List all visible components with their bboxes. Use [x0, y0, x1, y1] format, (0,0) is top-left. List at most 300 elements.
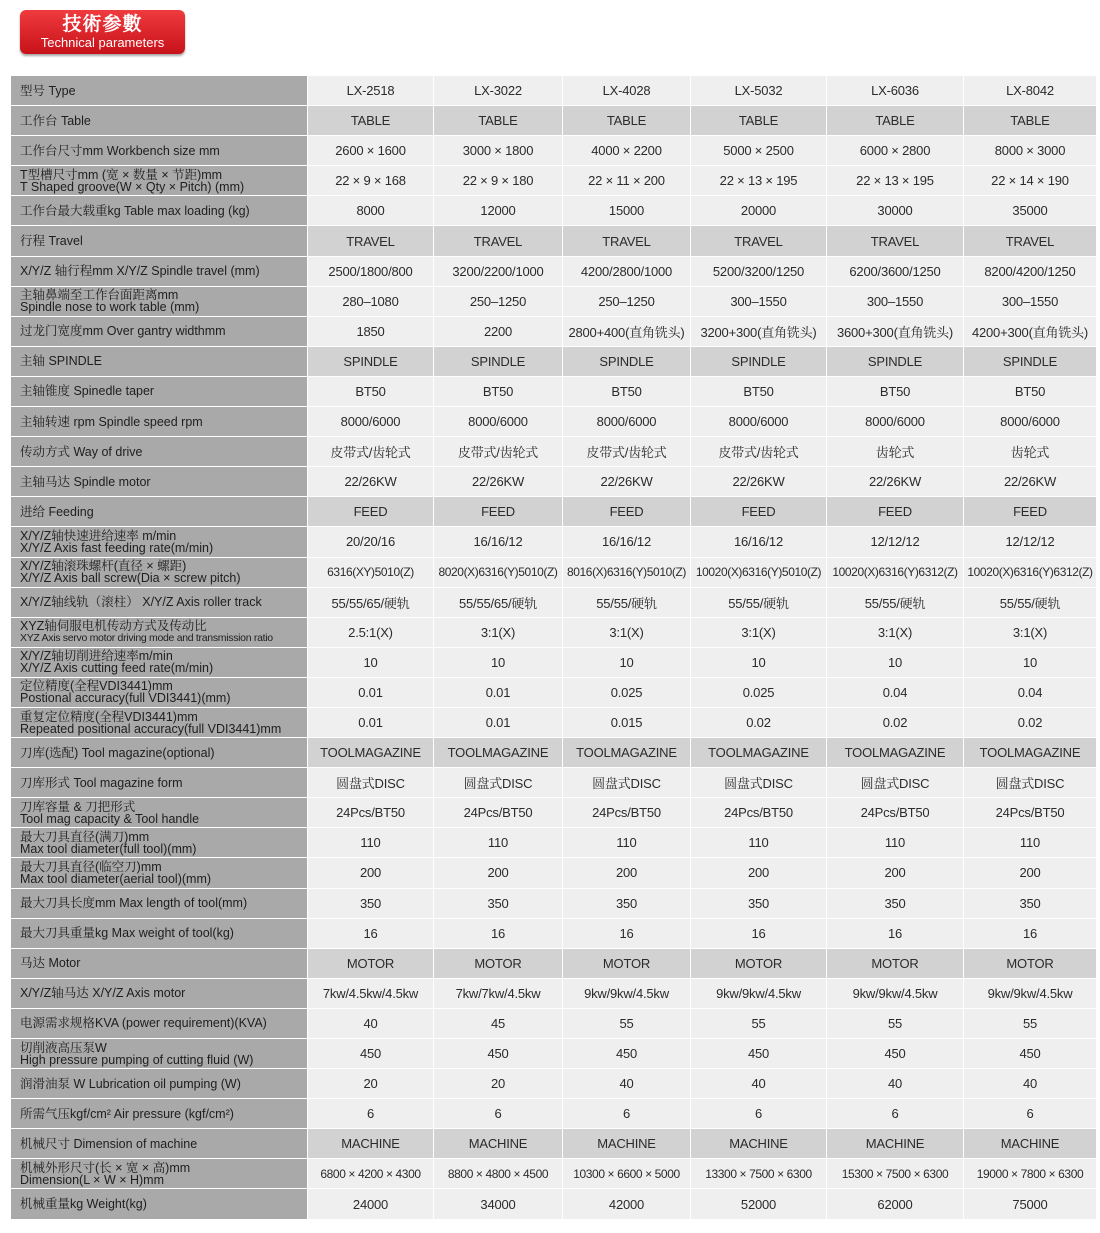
- table-row: [11, 678, 1097, 708]
- row-label: [11, 858, 308, 888]
- table-cell: TOOLMAGAZINE: [308, 738, 434, 768]
- table-cell: 24Pcs/BT50: [434, 798, 563, 828]
- row-label: [11, 287, 308, 317]
- table-cell: 110: [563, 828, 691, 858]
- table-cell: TRAVEL: [964, 226, 1097, 256]
- table-cell: 22 × 9 × 180: [434, 166, 563, 196]
- table-cell: SPINDLE: [964, 347, 1097, 377]
- table-cell: 圆盘式DISC: [964, 768, 1097, 798]
- section-row: [11, 226, 1097, 256]
- table-cell: 6316(XY)5010(Z): [308, 558, 434, 588]
- row-label: [11, 1009, 308, 1039]
- table-cell: 20: [308, 1069, 434, 1099]
- row-label: [11, 979, 308, 1009]
- table-row: [11, 798, 1097, 828]
- table-cell: 16/16/12: [563, 527, 691, 557]
- row-label-primary: 刀库容量 & 刀把形式: [20, 799, 136, 814]
- table-cell: MACHINE: [827, 1129, 964, 1159]
- table-cell: 皮带式/齿轮式: [308, 437, 434, 467]
- table-row: [11, 618, 1097, 648]
- table-cell: 10020(X)6316(Y)6312(Z): [827, 558, 964, 588]
- row-label: [11, 136, 308, 166]
- table-cell: 3200/2200/1000: [434, 257, 563, 287]
- table-cell: 0.01: [308, 708, 434, 738]
- table-cell: 8000: [308, 196, 434, 226]
- row-label: [11, 738, 308, 768]
- table-cell: 350: [691, 889, 827, 919]
- table-cell: MOTOR: [308, 949, 434, 979]
- table-cell: 110: [434, 828, 563, 858]
- section-row: [11, 347, 1097, 377]
- table-cell: 0.025: [563, 678, 691, 708]
- table-cell: 8000/6000: [563, 407, 691, 437]
- row-label-secondary: Max tool diameter(full tool)(mm): [20, 841, 197, 856]
- table-cell: 6: [964, 1099, 1097, 1129]
- table-cell: 6000 × 2800: [827, 136, 964, 166]
- table-cell: 0.015: [563, 708, 691, 738]
- row-label: [11, 828, 308, 858]
- table-row: [11, 1009, 1097, 1039]
- table-cell: MACHINE: [308, 1129, 434, 1159]
- table-cell: 55: [827, 1009, 964, 1039]
- table-cell: 250–1250: [434, 287, 563, 317]
- row-label: [11, 558, 308, 588]
- table-cell: 200: [308, 858, 434, 888]
- section-row: [11, 1129, 1097, 1159]
- table-cell: 4000 × 2200: [563, 136, 691, 166]
- row-label-primary: X/Y/Z轴滚珠螺杆(直径 × 螺距): [20, 559, 187, 574]
- row-label: [11, 76, 308, 106]
- technical-parameters-table: [11, 76, 1097, 1220]
- table-cell: 24Pcs/BT50: [691, 798, 827, 828]
- row-label-primary: 最大刀具直径(满刀)mm: [20, 829, 150, 844]
- table-cell: 200: [827, 858, 964, 888]
- row-label-primary: X/Y/Z轴切削进给速率m/min: [20, 649, 173, 664]
- table-cell: 450: [691, 1039, 827, 1069]
- table-cell: 450: [434, 1039, 563, 1069]
- row-label-primary: 型号 Type: [20, 83, 76, 98]
- row-label-primary: 进给 Feeding: [20, 504, 94, 519]
- row-label-primary: 机械外形尺寸(长 × 宽 × 高)mm: [20, 1160, 191, 1175]
- table-cell: TABLE: [563, 106, 691, 136]
- table-cell: 22 × 14 × 190: [964, 166, 1097, 196]
- table-cell: 2600 × 1600: [308, 136, 434, 166]
- table-cell: 55: [563, 1009, 691, 1039]
- table-cell: 55: [964, 1009, 1097, 1039]
- table-cell: 3000 × 1800: [434, 136, 563, 166]
- row-label: [11, 527, 308, 557]
- table-cell: 55: [691, 1009, 827, 1039]
- table-cell: FEED: [434, 497, 563, 527]
- row-label: [11, 257, 308, 287]
- table-cell: LX-8042: [964, 76, 1097, 106]
- table-cell: BT50: [827, 377, 964, 407]
- row-label: [11, 949, 308, 979]
- table-cell: 24000: [308, 1189, 434, 1219]
- table-cell: 16/16/12: [691, 527, 827, 557]
- table-cell: 42000: [563, 1189, 691, 1219]
- table-cell: 8000/6000: [691, 407, 827, 437]
- table-cell: TABLE: [964, 106, 1097, 136]
- table-row: [11, 828, 1097, 858]
- table-cell: 24Pcs/BT50: [964, 798, 1097, 828]
- table-cell: 齿轮式: [964, 437, 1097, 467]
- table-row: [11, 76, 1097, 106]
- table-cell: 9kw/9kw/4.5kw: [964, 979, 1097, 1009]
- table-cell: 110: [827, 828, 964, 858]
- row-label-primary: 电源需求规格KVA (power requirement)(KVA): [20, 1016, 267, 1031]
- table-cell: 55/55/硬轨: [691, 588, 827, 618]
- row-label: [11, 347, 308, 377]
- row-label: [11, 588, 308, 618]
- table-cell: 200: [691, 858, 827, 888]
- table-cell: BT50: [691, 377, 827, 407]
- table-cell: 250–1250: [563, 287, 691, 317]
- table-row: [11, 527, 1097, 557]
- table-cell: 55/55/硬轨: [964, 588, 1097, 618]
- table-cell: 200: [563, 858, 691, 888]
- table-cell: 3:1(X): [827, 618, 964, 648]
- table-row: [11, 317, 1097, 347]
- row-label-primary: 最大刀具重量kg Max weight of tool(kg): [20, 926, 234, 941]
- table-row: [11, 257, 1097, 287]
- table-cell: 圆盘式DISC: [691, 768, 827, 798]
- table-cell: 0.02: [691, 708, 827, 738]
- table-cell: FEED: [563, 497, 691, 527]
- table-cell: MACHINE: [691, 1129, 827, 1159]
- table-cell: 8000/6000: [827, 407, 964, 437]
- table-row: [11, 648, 1097, 678]
- row-label-primary: X/Y/Z轴线轨（滚柱） X/Y/Z Axis roller track: [20, 595, 262, 610]
- table-row: [11, 1069, 1097, 1099]
- table-cell: 1850: [308, 317, 434, 347]
- table-cell: LX-2518: [308, 76, 434, 106]
- table-cell: 16: [434, 919, 563, 949]
- table-cell: 300–1550: [827, 287, 964, 317]
- table-cell: 12/12/12: [964, 527, 1097, 557]
- section-row: [11, 106, 1097, 136]
- table-cell: MOTOR: [691, 949, 827, 979]
- table-cell: TABLE: [691, 106, 827, 136]
- table-cell: 圆盘式DISC: [563, 768, 691, 798]
- table-cell: MOTOR: [964, 949, 1097, 979]
- table-cell: 20: [434, 1069, 563, 1099]
- row-label-secondary: Tool mag capacity & Tool handle: [20, 811, 200, 826]
- row-label: [11, 919, 308, 949]
- table-cell: MOTOR: [434, 949, 563, 979]
- table-cell: 300–1550: [964, 287, 1097, 317]
- table-cell: 16: [691, 919, 827, 949]
- row-label-primary: 过龙门宽度mm Over gantry widthmm: [20, 324, 226, 339]
- table-cell: 6: [434, 1099, 563, 1129]
- table-cell: 0.01: [434, 708, 563, 738]
- table-cell: 4200+300(直角铣头): [964, 317, 1097, 347]
- table-cell: 22/26KW: [434, 467, 563, 497]
- row-label-primary: 传动方式 Way of drive: [20, 444, 143, 459]
- table-cell: 35000: [964, 196, 1097, 226]
- table-cell: 55/55/65/硬轨: [434, 588, 563, 618]
- table-cell: SPINDLE: [827, 347, 964, 377]
- row-label-primary: 主轴马达 Spindle motor: [20, 474, 151, 489]
- table-cell: BT50: [308, 377, 434, 407]
- table-row: [11, 437, 1097, 467]
- row-label-primary: X/Y/Z轴快速进给速率 m/min: [20, 528, 177, 543]
- table-cell: FEED: [691, 497, 827, 527]
- table-cell: 16: [827, 919, 964, 949]
- table-cell: 12/12/12: [827, 527, 964, 557]
- row-label-secondary: Max tool diameter(aerial tool)(mm): [20, 871, 212, 886]
- table-cell: 40: [691, 1069, 827, 1099]
- table-cell: TRAVEL: [308, 226, 434, 256]
- table-cell: TOOLMAGAZINE: [563, 738, 691, 768]
- table-cell: 0.02: [827, 708, 964, 738]
- table-cell: 9kw/9kw/4.5kw: [691, 979, 827, 1009]
- table-row: [11, 558, 1097, 588]
- table-cell: 8016(X)6316(Y)5010(Z): [563, 558, 691, 588]
- row-label: [11, 196, 308, 226]
- row-label: [11, 798, 308, 828]
- row-label-primary: 工作台 Table: [20, 113, 91, 128]
- row-label-primary: 工作台最大载重kg Table max loading (kg): [20, 203, 250, 218]
- table-cell: 22 × 9 × 168: [308, 166, 434, 196]
- table-cell: 16/16/12: [434, 527, 563, 557]
- row-label-secondary: Postional accuracy(full VDI3441)(mm): [20, 691, 231, 706]
- table-cell: 10: [563, 648, 691, 678]
- table-cell: BT50: [434, 377, 563, 407]
- section-title-badge: [20, 10, 185, 54]
- table-cell: 6: [827, 1099, 964, 1129]
- row-label-primary: 重复定位精度(全程VDI3441)mm: [20, 709, 198, 724]
- row-label-primary: 最大刀具直径(临空刀)mm: [20, 859, 162, 874]
- row-label-primary: 主轴 SPINDLE: [20, 354, 102, 369]
- row-label: [11, 106, 308, 136]
- table-cell: MACHINE: [563, 1129, 691, 1159]
- table-cell: 3:1(X): [563, 618, 691, 648]
- table-cell: 6: [691, 1099, 827, 1129]
- table-cell: 9kw/9kw/4.5kw: [827, 979, 964, 1009]
- table-cell: 6200/3600/1250: [827, 257, 964, 287]
- row-label-primary: X/Y/Z轴马达 X/Y/Z Axis motor: [20, 986, 186, 1001]
- table-cell: 3200+300(直角铣头): [691, 317, 827, 347]
- table-cell: TOOLMAGAZINE: [434, 738, 563, 768]
- table-cell: 6: [308, 1099, 434, 1129]
- section-row: [11, 949, 1097, 979]
- table-cell: 16: [308, 919, 434, 949]
- row-label-primary: 马达 Motor: [20, 956, 81, 971]
- table-cell: 皮带式/齿轮式: [691, 437, 827, 467]
- row-label: [11, 317, 308, 347]
- table-cell: 200: [964, 858, 1097, 888]
- table-cell: 10: [964, 648, 1097, 678]
- table-cell: 8000 × 3000: [964, 136, 1097, 166]
- table-cell: 12000: [434, 196, 563, 226]
- table-cell: LX-4028: [563, 76, 691, 106]
- table-cell: LX-3022: [434, 76, 563, 106]
- table-cell: 8800 × 4800 × 4500: [434, 1159, 563, 1189]
- table-cell: 15000: [563, 196, 691, 226]
- table-cell: 0.01: [434, 678, 563, 708]
- row-label-primary: 切削液高压泵W: [20, 1040, 107, 1055]
- table-row: [11, 467, 1097, 497]
- table-cell: 450: [827, 1039, 964, 1069]
- table-row: [11, 588, 1097, 618]
- table-cell: 10: [434, 648, 563, 678]
- table-cell: 3600+300(直角铣头): [827, 317, 964, 347]
- table-cell: TOOLMAGAZINE: [964, 738, 1097, 768]
- table-cell: LX-5032: [691, 76, 827, 106]
- table-cell: TRAVEL: [691, 226, 827, 256]
- table-cell: 55/55/硬轨: [563, 588, 691, 618]
- table-cell: MOTOR: [563, 949, 691, 979]
- table-cell: TOOLMAGAZINE: [691, 738, 827, 768]
- table-cell: 10020(X)6316(Y)6312(Z): [964, 558, 1097, 588]
- row-label-primary: 主轴转速 rpm Spindle speed rpm: [20, 414, 203, 429]
- table-cell: 10: [308, 648, 434, 678]
- row-label: [11, 437, 308, 467]
- row-label-primary: 主轴锥度 Spinedle taper: [20, 384, 155, 399]
- table-cell: 8000/6000: [308, 407, 434, 437]
- row-label: [11, 708, 308, 738]
- table-cell: SPINDLE: [563, 347, 691, 377]
- table-cell: 16: [964, 919, 1097, 949]
- table-cell: 0.04: [827, 678, 964, 708]
- row-label-primary: 润滑油泵 W Lubrication oil pumping (W): [20, 1076, 241, 1091]
- row-label-primary: 最大刀具长度mm Max length of tool(mm): [20, 896, 248, 911]
- table-cell: 22/26KW: [563, 467, 691, 497]
- table-cell: 20000: [691, 196, 827, 226]
- table-row: [11, 1159, 1097, 1189]
- table-row: [11, 407, 1097, 437]
- table-cell: 110: [964, 828, 1097, 858]
- table-cell: TRAVEL: [563, 226, 691, 256]
- row-label-primary: 定位精度(全程VDI3441)mm: [20, 679, 173, 694]
- row-label-primary: 刀库形式 Tool magazine form: [20, 775, 183, 790]
- table-cell: 300–1550: [691, 287, 827, 317]
- table-row: [11, 919, 1097, 949]
- row-label: [11, 226, 308, 256]
- row-label: [11, 166, 308, 196]
- row-label-secondary: X/Y/Z Axis cutting feed rate(m/min): [20, 661, 214, 676]
- table-cell: SPINDLE: [308, 347, 434, 377]
- table-cell: 0.02: [964, 708, 1097, 738]
- table-cell: 40: [308, 1009, 434, 1039]
- table-cell: MOTOR: [827, 949, 964, 979]
- table-cell: 55/55/65/硬轨: [308, 588, 434, 618]
- table-cell: 圆盘式DISC: [308, 768, 434, 798]
- row-label-primary: 工作台尺寸mm Workbench size mm: [20, 143, 220, 158]
- table-row: [11, 377, 1097, 407]
- section-row: [11, 497, 1097, 527]
- table-cell: 8200/4200/1250: [964, 257, 1097, 287]
- row-label-secondary: X/Y/Z Axis ball screw(Dia × screw pitch): [20, 571, 241, 586]
- row-label-secondary: Dimension(L × W × H)mm: [20, 1172, 165, 1187]
- table-cell: TABLE: [434, 106, 563, 136]
- table-cell: 19000 × 7800 × 6300: [964, 1159, 1097, 1189]
- row-label-primary: 所需气压kgf/cm² Air pressure (kgf/cm²): [20, 1106, 234, 1121]
- table-cell: 4200/2800/1000: [563, 257, 691, 287]
- table-row: [11, 136, 1097, 166]
- row-label-secondary: T Shaped groove(W × Qty × Pitch) (mm): [20, 179, 245, 194]
- table-cell: 6800 × 4200 × 4300: [308, 1159, 434, 1189]
- table-cell: 13300 × 7500 × 6300: [691, 1159, 827, 1189]
- table-cell: TRAVEL: [827, 226, 964, 256]
- title-zh: 技術参數: [62, 14, 143, 35]
- table-cell: 350: [964, 889, 1097, 919]
- table-row: [11, 1189, 1097, 1219]
- row-label: [11, 1189, 308, 1219]
- table-cell: 2500/1800/800: [308, 257, 434, 287]
- row-label-primary: 主轴鼻端至工作台面距离mm: [20, 288, 179, 303]
- row-label-secondary: High pressure pumping of cutting fluid (W): [20, 1052, 254, 1067]
- table-row: [11, 708, 1097, 738]
- table-cell: 10020(X)6316(Y)5010(Z): [691, 558, 827, 588]
- table-cell: 16: [563, 919, 691, 949]
- table-cell: 0.025: [691, 678, 827, 708]
- table-cell: 55/55/硬轨: [827, 588, 964, 618]
- table-cell: 皮带式/齿轮式: [434, 437, 563, 467]
- table-cell: 2.5:1(X): [308, 618, 434, 648]
- table-cell: TRAVEL: [434, 226, 563, 256]
- table-cell: 15300 × 7500 × 6300: [827, 1159, 964, 1189]
- table-cell: 22 × 13 × 195: [691, 166, 827, 196]
- row-label: [11, 618, 308, 648]
- table-cell: 52000: [691, 1189, 827, 1219]
- table-row: [11, 1039, 1097, 1069]
- table-cell: MACHINE: [964, 1129, 1097, 1159]
- table-cell: 5000 × 2500: [691, 136, 827, 166]
- table-row: [11, 196, 1097, 226]
- table-cell: 75000: [964, 1189, 1097, 1219]
- table-cell: 3:1(X): [691, 618, 827, 648]
- title-en: Technical parameters: [40, 35, 165, 50]
- row-label-secondary: XYZ Axis servo motor driving mode and transmission ratio: [20, 632, 273, 645]
- table-cell: 62000: [827, 1189, 964, 1219]
- table-cell: SPINDLE: [434, 347, 563, 377]
- table-cell: 5200/3200/1250: [691, 257, 827, 287]
- row-label-secondary: Spindle nose to work table (mm): [20, 300, 200, 315]
- table-cell: 2200: [434, 317, 563, 347]
- table-cell: 40: [964, 1069, 1097, 1099]
- table-cell: LX-6036: [827, 76, 964, 106]
- table-cell: 22/26KW: [308, 467, 434, 497]
- table-cell: 40: [827, 1069, 964, 1099]
- row-label: [11, 377, 308, 407]
- table-cell: 10: [827, 648, 964, 678]
- table-cell: 0.01: [308, 678, 434, 708]
- table-cell: 22/26KW: [827, 467, 964, 497]
- table-cell: 2800+400(直角铣头): [563, 317, 691, 347]
- table-cell: BT50: [964, 377, 1097, 407]
- table-cell: 22 × 11 × 200: [563, 166, 691, 196]
- table-cell: 7kw/7kw/4.5kw: [434, 979, 563, 1009]
- row-label: [11, 1039, 308, 1069]
- table-cell: 34000: [434, 1189, 563, 1219]
- table-cell: TABLE: [308, 106, 434, 136]
- table-cell: 9kw/9kw/4.5kw: [563, 979, 691, 1009]
- table-cell: 8020(X)6316(Y)5010(Z): [434, 558, 563, 588]
- table-row: [11, 768, 1097, 798]
- table-cell: SPINDLE: [691, 347, 827, 377]
- table-cell: BT50: [563, 377, 691, 407]
- row-label-primary: 机械重量kg Weight(kg): [20, 1197, 147, 1212]
- table-row: [11, 858, 1097, 888]
- table-cell: 3:1(X): [964, 618, 1097, 648]
- table-cell: 350: [308, 889, 434, 919]
- table-row: [11, 1099, 1097, 1129]
- table-cell: 200: [434, 858, 563, 888]
- table-cell: 24Pcs/BT50: [563, 798, 691, 828]
- table-cell: 450: [563, 1039, 691, 1069]
